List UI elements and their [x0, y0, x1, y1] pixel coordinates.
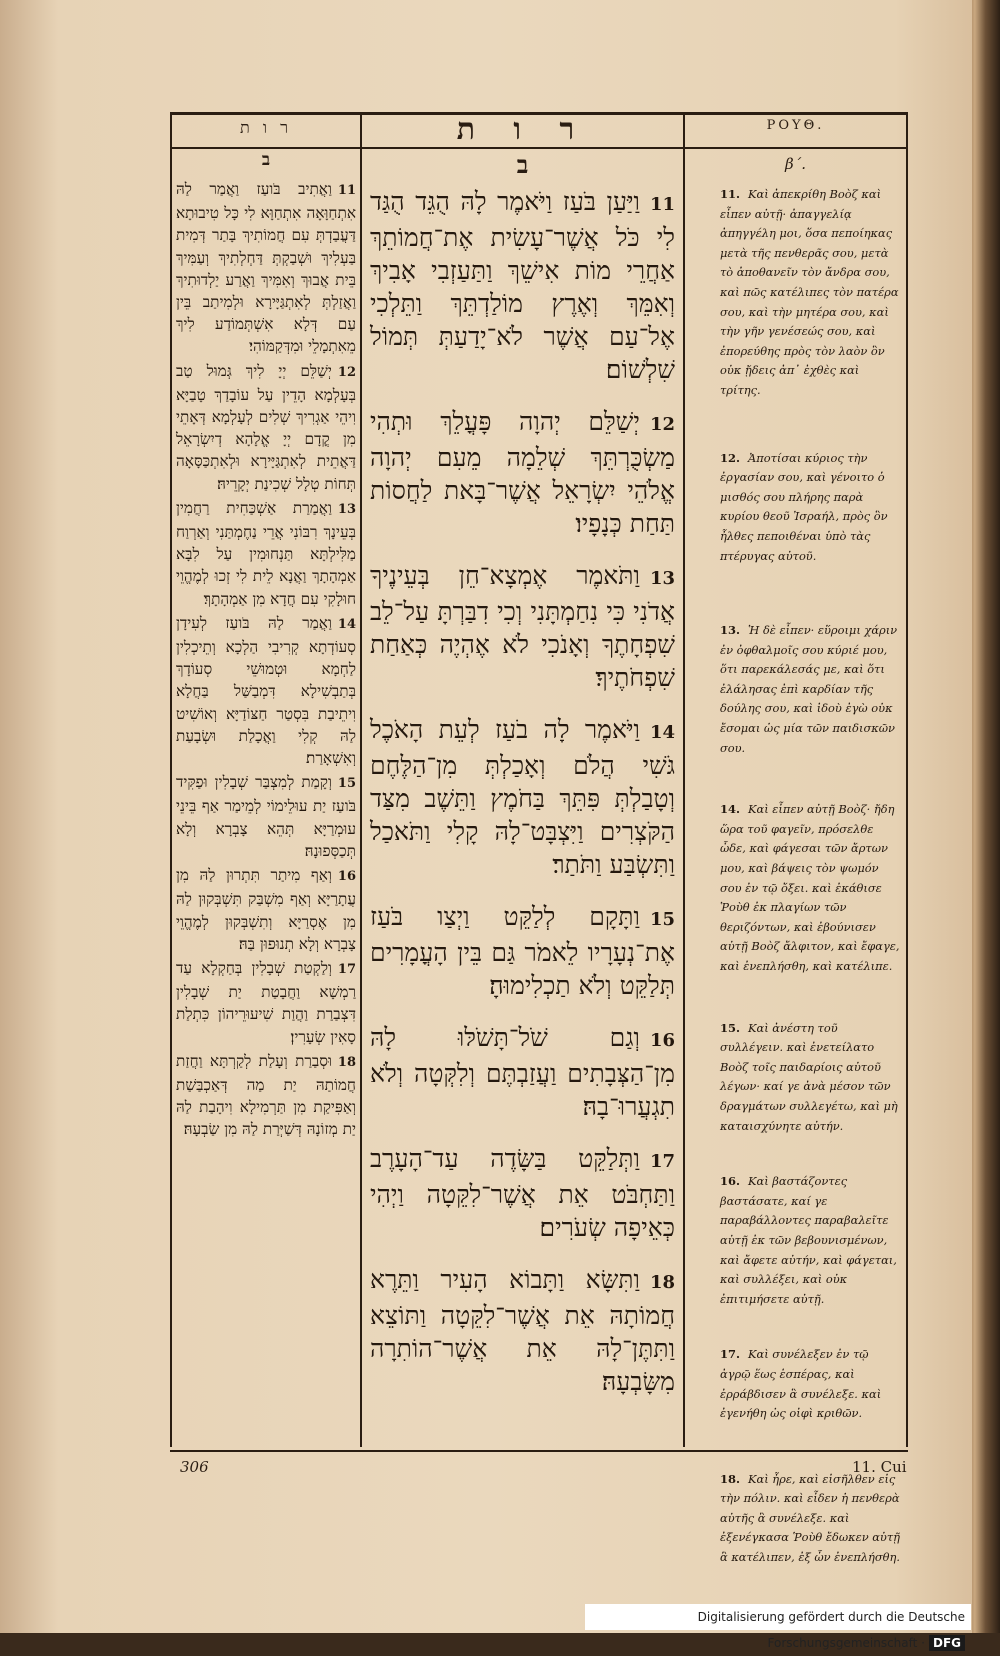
verse-text: Καὶ ἀνέστη τοῦ συλλέγειν. καὶ ἐνετείλατο Βοὸζ τοῖς παιδαρίοις αὐτοῦ λέγων· καί γε ἀνὰ μέσον τῶν δραγμάτων συλλεγέτω, καὶ μὴ καταισχύνητε αὐτήν.: [720, 1020, 898, 1133]
verse-number: 13: [649, 568, 675, 589]
targum-verse: [176, 612, 356, 769]
column-rule-left: [170, 112, 172, 1447]
verse-number: 12: [337, 364, 356, 380]
hebrew-verse: [370, 900, 675, 1002]
hebrew-verse: [370, 405, 675, 540]
catchword: 11. Cui: [852, 1458, 907, 1476]
header-rule-left: [172, 147, 360, 149]
greek-verse: [720, 1172, 902, 1309]
column-rule-center-right: [683, 112, 685, 1447]
greek-verse: [720, 621, 902, 758]
verse-number: 11: [649, 194, 675, 215]
verse-text: וַיֹּאמֶר לָה בֹעַז לְעֵת הָאֹכֶל גֹּשִׁי הֲלֹם וְאָכַלְתְּ מִן־הַלֶּחֶם וְטָבַלְתְּ פִּתֵּךְ בַּחֹמֶץ וַתֵּשֶׁב מִצַּד הַקֹּצְרִים וַיִּצְבָּט־לָהּ קָלִי וַתֹּאכַל וַתִּשְׂבַּע וַתֹּתַר׃: [370, 715, 675, 879]
header-rule-center: [362, 147, 683, 149]
verse-text: Ἡ δὲ εἶπεν· εὕροιμι χάριν ἐν ὀφθαλμοῖς σου κύριέ μου, ὅτι παρεκάλεσάς με, καὶ ὅτι ἐλάλησας ἐπὶ καρδίαν τῆς δούλης σου, καὶ ἰδοὺ ἐγὼ οὐκ ἔσομαι ὡς μία τῶν παιδισκῶν σου.: [720, 623, 898, 755]
verse-number: 14.: [720, 802, 741, 817]
verse-number: 14: [337, 616, 356, 632]
verse-number: 13.: [720, 623, 741, 638]
targum-header: ר ו ת: [240, 118, 292, 137]
verse-number: 13: [337, 501, 356, 517]
verse-text: וַתִּשָּׂא וַתָּבוֹא הָעִיר וַתֵּרֶא חֲמוֹתָהּ אֵת אֲשֶׁר־לִקֵּטָה וַתּוֹצֵא וַתִּתֶּן־לָהּ אֵת אֲשֶׁר־הוֹתִרָה מִשָּׂבְעָהּ׃: [370, 1265, 675, 1396]
verse-number: 11: [337, 183, 356, 198]
verse-text: וַתְּלַקֵּט בַּשָּׂדֶה עַד־הָעָרֶב וַתַּחְבֹּט אֵת אֲשֶׁר־לִקֵּטָה וַיְהִי כְּאֵיפָה שְׂעֹרִים׃: [370, 1144, 675, 1242]
hebrew-verse: [370, 1263, 675, 1398]
verse-text: וְאַף מִיתַר תִּתְרוּן לַהּ מִן עֲתָרַיָּא וְאַף מִשְׁבַּק תִּשְׁבְּקוּן לַהּ מִן אֶסְרַיָּא וְתִשְׁבְּקוּן לְמֶהֱוֵי צָבְרָא וְלָא תְנוּפוּן בַּהּ׃: [176, 866, 356, 953]
verse-text: וְגַם שֹׁל־תָּשֹׁלּוּ לָהּ מִן־הַצְּבָתִים וַעֲזַבְתֶּם וְלִקְּטָה וְלֹא תִגְעֲרוּ־בָהּ׃: [370, 1023, 675, 1121]
verse-number: 17.: [720, 1347, 741, 1362]
greek-chapter: β΄.: [785, 155, 806, 173]
targum-chapter: ב: [261, 150, 271, 170]
verse-text: וּסְבַרַת וְעָלַת לְקַרְתָּא וַחֲזַת חֲמוֹתַהּ יַת מַה דְּאַכְבַּשַׁת וְאַפִּיקַת מִן תַּרְמִילָא וִיהָבַת לַהּ יַת מְזוֹנָהּ דְּשַׁיְּרַת לַהּ מִן שַׂבְעָהּ׃: [176, 1051, 356, 1139]
greek-verse: [720, 1470, 902, 1568]
targum-verse: [176, 1050, 356, 1141]
hebrew-verse: [370, 1142, 675, 1244]
digitization-bar: [585, 1604, 971, 1650]
verse-number: 11.: [720, 187, 741, 201]
greek-verse: [720, 800, 902, 976]
targum-verse: [176, 360, 356, 495]
verse-number: 18: [337, 1054, 356, 1070]
verse-text: Καὶ εἶπεν αὐτῇ Βοὸζ· ἤδη ὥρα τοῦ φαγεῖν, πρόσελθε ὧδε, καὶ φάγεσαι τῶν ἄρτων μου, καὶ βάψεις τὸν ψωμόν σου ἐν τῷ ὄξει. καὶ ἐκάθισε Ῥοὺθ ἐκ πλαγίων τῶν θεριζόντων, καὶ ἐβούνισεν αὐτῇ Βοὸζ ἄλφιτον, καὶ ἔφαγε, καὶ ἐνεπλήσθη, καὶ κατέλιπε.: [720, 802, 900, 973]
verse-text: וַאֲתִיב בֹּועַז וַאֲמַר לַהּ אִתְחַוָּאָה אִתְחַוָּא לִי כָּל טִיבוּתָא דַּעֲבַדְתְּ עִם חֲמוֹתִיךְ בָּתַר דְּמִית בַּעְלִיךְ וּשְׁבַקְתְּ דַּחְלְתִיךְ וְעַמִּיךְ בֵּית אֲבוּךְ וְאִמִּיךְ וַאֲרַע יַלְדוּתִיךְ וַאֲזַלְתְּ לְאִתְגַּיָּירָא וּלְמִיתַב בֵּין עַם דְּלָא אִשְׁתְּמוֹדַע לִיךְ מֵאִתְמָלֵי וּמִדְּקַמּוֹהִי׃: [176, 180, 356, 356]
verse-text: וַתָּקָם לְלַקֵּט וַיְצַו בֹּעַז אֶת־נְעָרָיו לֵאמֹר גַּם בֵּין הָעֳמָרִים תְּלַקֵּט וְלֹא תַכְלִימוּהָ׃: [370, 902, 675, 1000]
verse-number: 16: [649, 1030, 675, 1051]
verse-text: וַאֲמַר לַהּ בֹּועַז לְעִידָן סְעוֹדְתָא קְרִיבִי הַלְכָא וְתֵיכְלִין לַחְמָא וּטְמוּשֵׁי סְעוֹדָךְ בְּתַבְשִׁילָא דִּמְבַשַּׁל בַּחֲלָא וִיתֵיבַת בִּסְטַר חַצּוֹדַיָּא וְאוֹשִׁיט לַהּ קְלִי וַאֲכָלַת וּשְׂבָעַת וְאִשְׁאָרַת׃: [176, 613, 356, 768]
hebrew-verse: [370, 1021, 675, 1123]
verse-number: 12.: [720, 450, 741, 465]
targum-verse: [176, 178, 356, 358]
verse-number: 15: [337, 776, 356, 792]
targum-verse: [176, 497, 356, 610]
verse-number: 15.: [720, 1020, 741, 1035]
verse-number: 17: [337, 961, 356, 977]
hebrew-column: [370, 185, 675, 1440]
verse-text: וַאֲמַרַת אַשְׁכַּחִית רַחֲמִין בְּעֵינָךְ רִבּוֹנִי אֲרֵי נַחֶמְתַּנִי וְאַרְוַח מַלִּילְתָּא תַּנְחוּמִין עַל לִבָּא אַמְהָתָךְ וַאֲנָא לֵית לִי זְכוּ לְמֶהֱוֵי חוּלָקִי עִם חֲדָא מִן אַמְהָתָךְ׃: [176, 498, 356, 608]
targum-verse: [176, 957, 356, 1048]
verse-text: Καὶ ἀπεκρίθη Βοὸζ καὶ εἶπεν αὐτῇ· ἀπαγγελίᾳ ἀπηγγέλη μοι, ὅσα πεποίηκας μετὰ τῆς πενθερᾶς σου, μετὰ τὸ ἀποθανεῖν τὸν ἄνδρα σου, καὶ πῶς κατέλιπες τὸν πατέρα σου, καὶ τὴν μητέρα σου, καὶ τὴν γῆν γενέσεώς σου, καὶ ἐπορεύθης πρὸς τὸν λαὸν ὃν οὐκ ᾔδεις ἀπ᾿ ἐχθὲς καὶ τρίτης.: [720, 187, 899, 397]
page-number: 306: [180, 1458, 209, 1476]
verse-text: וְלַקְטַת שְׁבָלִין בְּחַקְלָא עַד רַמְשָׁא וַחֲבָטַת יַת שְׁבָלִין דִּצְבַרַת וַהֲוַת שִׁיעוּרֵיהוֹן כִּתְלַת סָאִין שְׂעָרִין׃: [176, 958, 356, 1046]
header-rule-right: [685, 147, 906, 149]
targum-column: [176, 178, 356, 1440]
verse-number: 12: [649, 414, 675, 435]
targum-verse: [176, 771, 356, 862]
targum-verse: [176, 864, 356, 955]
hebrew-verse: [370, 713, 675, 881]
greek-verse: [720, 1019, 902, 1137]
verse-text: Ἀποτίσαι κύριος τὴν ἐργασίαν σου, καὶ γένοιτο ὁ μισθός σου πλήρης παρὰ κυρίου θεοῦ Ἰσραήλ, πρὸς ὃν ἦλθες πεποιθέναι ὑπὸ τὰς πτέρυγας αὐτοῦ.: [720, 450, 888, 563]
greek-verse: [720, 1345, 902, 1423]
greek-verse: [720, 449, 902, 567]
digitization-credit: Digitalisierung gefördert durch die Deutsche Forschungsgemeinschaft ·: [697, 1610, 965, 1650]
greek-header: ΡΟΥΘ.: [766, 118, 825, 133]
hebrew-chapter: ב: [516, 150, 529, 179]
column-rule-right: [906, 112, 908, 1447]
verse-text: יְשַׁלֵּם יְהוָה פָּעֳלֵךְ וּתְהִי מַשְׂכֻּרְתֵּךְ שְׁלֵמָה מֵעִם יְהוָה אֱלֹהֵי יִשְׂרָאֵל אֲשֶׁר־בָּאת לַחֲסוֹת תַּחַת כְּנָפָיו׃: [370, 407, 675, 538]
verse-text: Καὶ συνέλεξεν ἐν τῷ ἀγρῷ ἕως ἑσπέρας, καὶ ἐρράβδισεν ἃ συνέλεξε. καὶ ἐγενήθη ὡς οἰφὶ κριθῶν.: [720, 1347, 882, 1421]
verse-number: 16.: [720, 1174, 741, 1189]
verse-number: 18: [649, 1272, 675, 1293]
verse-number: 18.: [720, 1471, 741, 1486]
verse-number: 15: [649, 909, 675, 930]
hebrew-verse: [370, 185, 675, 386]
hebrew-header: ר ו ת: [456, 112, 589, 147]
greek-verse: [720, 185, 902, 401]
verse-text: Καὶ βαστάζοντες βαστάσατε, καί γε παραβάλλοντες παραβαλεῖτε αὐτῇ ἐκ τῶν βεβουνισμένων, καὶ ἄφετε αὐτήν, καὶ φάγεται, καὶ συλλέξει, καὶ οὐκ ἐπιτιμήσετε αὐτῇ.: [720, 1174, 897, 1306]
verse-number: 16: [337, 869, 356, 885]
dfg-logo: DFG: [929, 1635, 965, 1651]
column-rule-center-left: [360, 112, 362, 1447]
hebrew-verse: [370, 559, 675, 694]
verse-text: וַיַּעַן בֹּעַז וַיֹּאמֶר לָהּ הֻגֵּד הֻגַּד לִי כֹּל אֲשֶׁר־עָשִׂית אֶת־חֲמוֹתֵךְ אַחֲרֵי מוֹת אִישֵׁךְ וַתַּעַזְבִי אָבִיךְ וְאִמֵּךְ וְאֶרֶץ מוֹלַדְתֵּךְ וַתֵּלְכִי אֶל־עַם אֲשֶׁר לֹא־יָדַעַתְּ תְּמוֹל שִׁלְשׁוֹם׃: [370, 187, 675, 384]
verse-number: 14: [649, 722, 675, 743]
verse-text: יְשַׁלֵּם יְיָ לִיךְ גְּמוּל טַב בְּעָלְמָא הָדֵין עַל עוֹבָדַךְ טָבַיָּא וִיהֵי אַגְרִיךְ שְׁלִים לְעָלְמָא דְּאָתֵי מִן קֳדָם יְיָ אֱלָהָא דְיִשְׂרָאֵל דַּאֲתֵית לְאִתְגַּיָּירָא וּלְאִתְכַּסָּאָה תְּחוֹת טְלָל שְׁכִינַת יְקָרֵיהּ׃: [176, 361, 356, 493]
verse-text: Καὶ ἦρε, καὶ εἰσῆλθεν εἰς τὴν πόλιν. καὶ εἶδεν ἡ πενθερὰ αὐτῆς ἃ συνέλεξε. καὶ ἐξενέγκασα Ῥοὺθ ἔδωκεν αὐτῇ ἃ κατέλιπεν, ἐξ ὧν ἐνεπλήσθη.: [720, 1471, 900, 1565]
verse-text: וְקָמַת לְמִצְבַּר שְׁבָלִין וּפַקִּיד בֹּועַז יַת עוּלֵימוֹי לְמֵימַר אַף בֵּינֵי עוּמְרַיָּא תְּהֵא צָבְרָא וְלָא תְּכַסְּפוּנָהּ׃: [176, 773, 356, 860]
verse-text: וַתֹּאמֶר אֶמְצָא־חֵן בְּעֵינֶיךָ אֲדֹנִי כִּי נִחַמְתָּנִי וְכִי דִבַּרְתָּ עַל־לֵב שִׁפְחָתֶךָ וְאָנֹכִי לֹא אֶהְיֶה כְּאַחַת שִׁפְחֹתֶיךָ׃: [370, 561, 675, 692]
verse-number: 17: [649, 1151, 675, 1172]
